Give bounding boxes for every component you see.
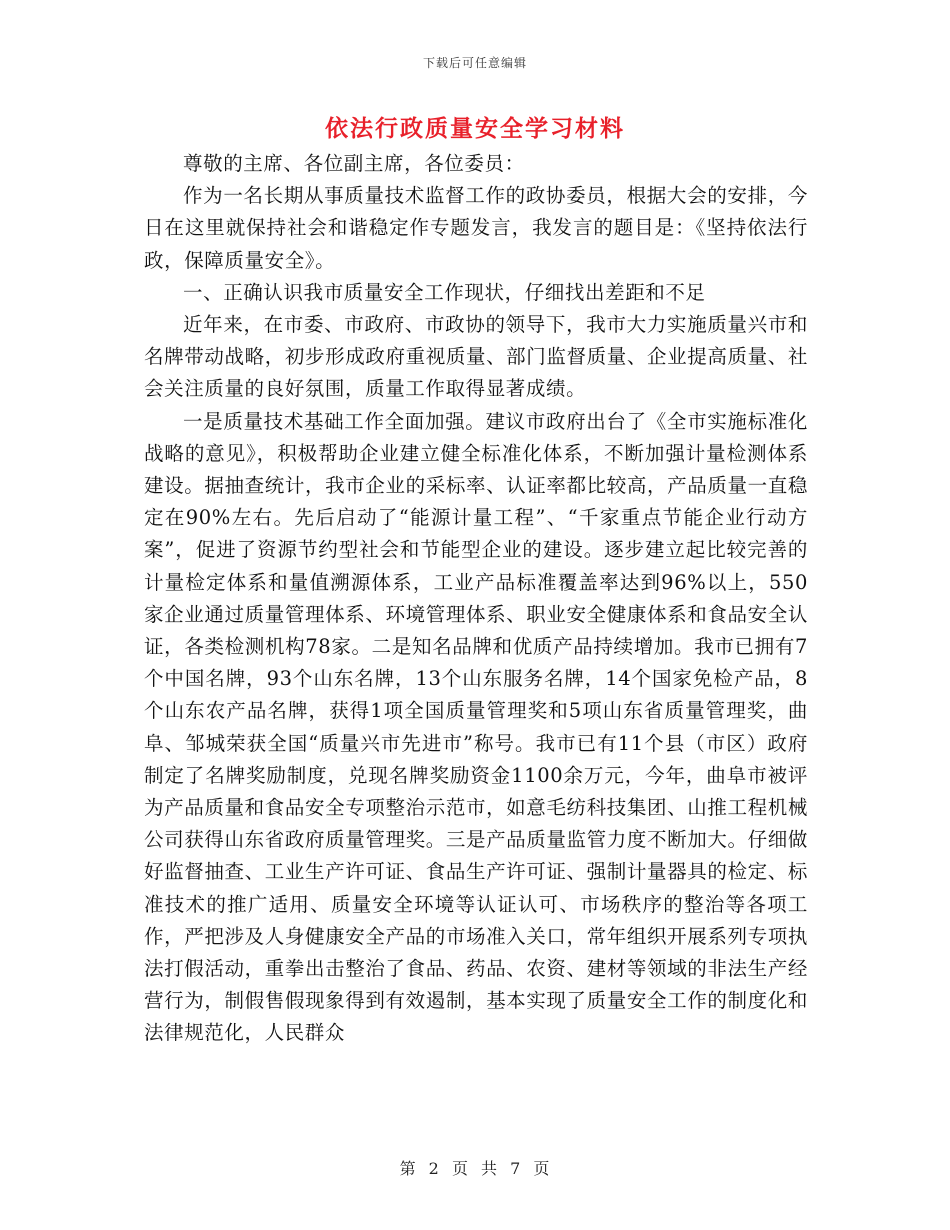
intro-paragraph: 作为一名长期从事质量技术监督工作的政协委员，根据大会的安排，今日在这里就保持社会和谐稳定作专题发言，我发言的题目是：《坚持依法行政，保障质量安全》。	[144, 184, 808, 272]
page-header-note: 下载后可任意编辑	[422, 56, 527, 70]
achievements-paragraph: 一是质量技术基础工作全面加强。建议市政府出台了《全市实施标准化战略的意见》，积极帮助企业建立健全标准化体系，不断加强计量检测体系建设。据抽查统计，我市企业的采标率、认证率都比较高，产品质量一直稳定在90%左右。先后启动了“能源计量工程”、“千家重点节能企业行动方案”，促进了资源节约型社会和节能型企业的建设。逐步建立起比较完善的计量检定体系和量值溯源体系，工业产品标准覆盖率达到96%以上，550家企业通过质量管理体系、环境管理体系、职业安全健康体系和食品安全认证，各类检测机构78家。二是知名品牌和优质产品持续增加。我市已拥有7个中国名牌，93个山东名牌，13个山东服务名牌，14个国家免检产品，8个山东农产品名牌，获得1项全国质量管理奖和5项山东省质量管理奖，曲阜、邹城荣获全国“质量兴市先进市”称号。我市已有11个县（市区）政府制定了名牌奖励制度，兑现名牌奖励资金1100余万元，今年，曲阜市被评为产品质量和食品安全专项整治示范市，如意毛纺科技集团、山推工程机械公司获得山东省政府质量管理奖。三是产品质量监管力度不断加大。仔细做好监督抽查、工业生产许可证、食品生产许可证、强制计量器具的检定、标准技术的推广适用、质量安全环境等认证认可、市场秩序的整治等各项工作，严把涉及人身健康安全产品的市场准入关口，常年组织开展系列专项执法打假活动，重拳出击整治了食品、药品、农资、建材等领域的非法生产经营行为，制假售假现象得到有效遏制，基本实现了质量安全工作的制度化和法律规范化，人民群众	[144, 409, 808, 1045]
document-title: 依法行政质量安全学习材料	[325, 115, 625, 142]
overview-paragraph: 近年来，在市委、市政府、市政协的领导下，我市大力实施质量兴市和名牌带动战略，初步形成政府重视质量、部门监督质量、企业提高质量、社会关注质量的良好氛围，质量工作取得显著成绩。	[144, 313, 808, 401]
page-number-footer: 第 2 页 共 7 页	[399, 1159, 551, 1178]
document-body	[144, 148, 808, 1050]
salutation-paragraph: 尊敬的主席、各位副主席，各位委员：	[183, 152, 525, 175]
section-heading-paragraph: 一、正确认识我市质量安全工作现状，仔细找出差距和不足	[183, 280, 706, 304]
